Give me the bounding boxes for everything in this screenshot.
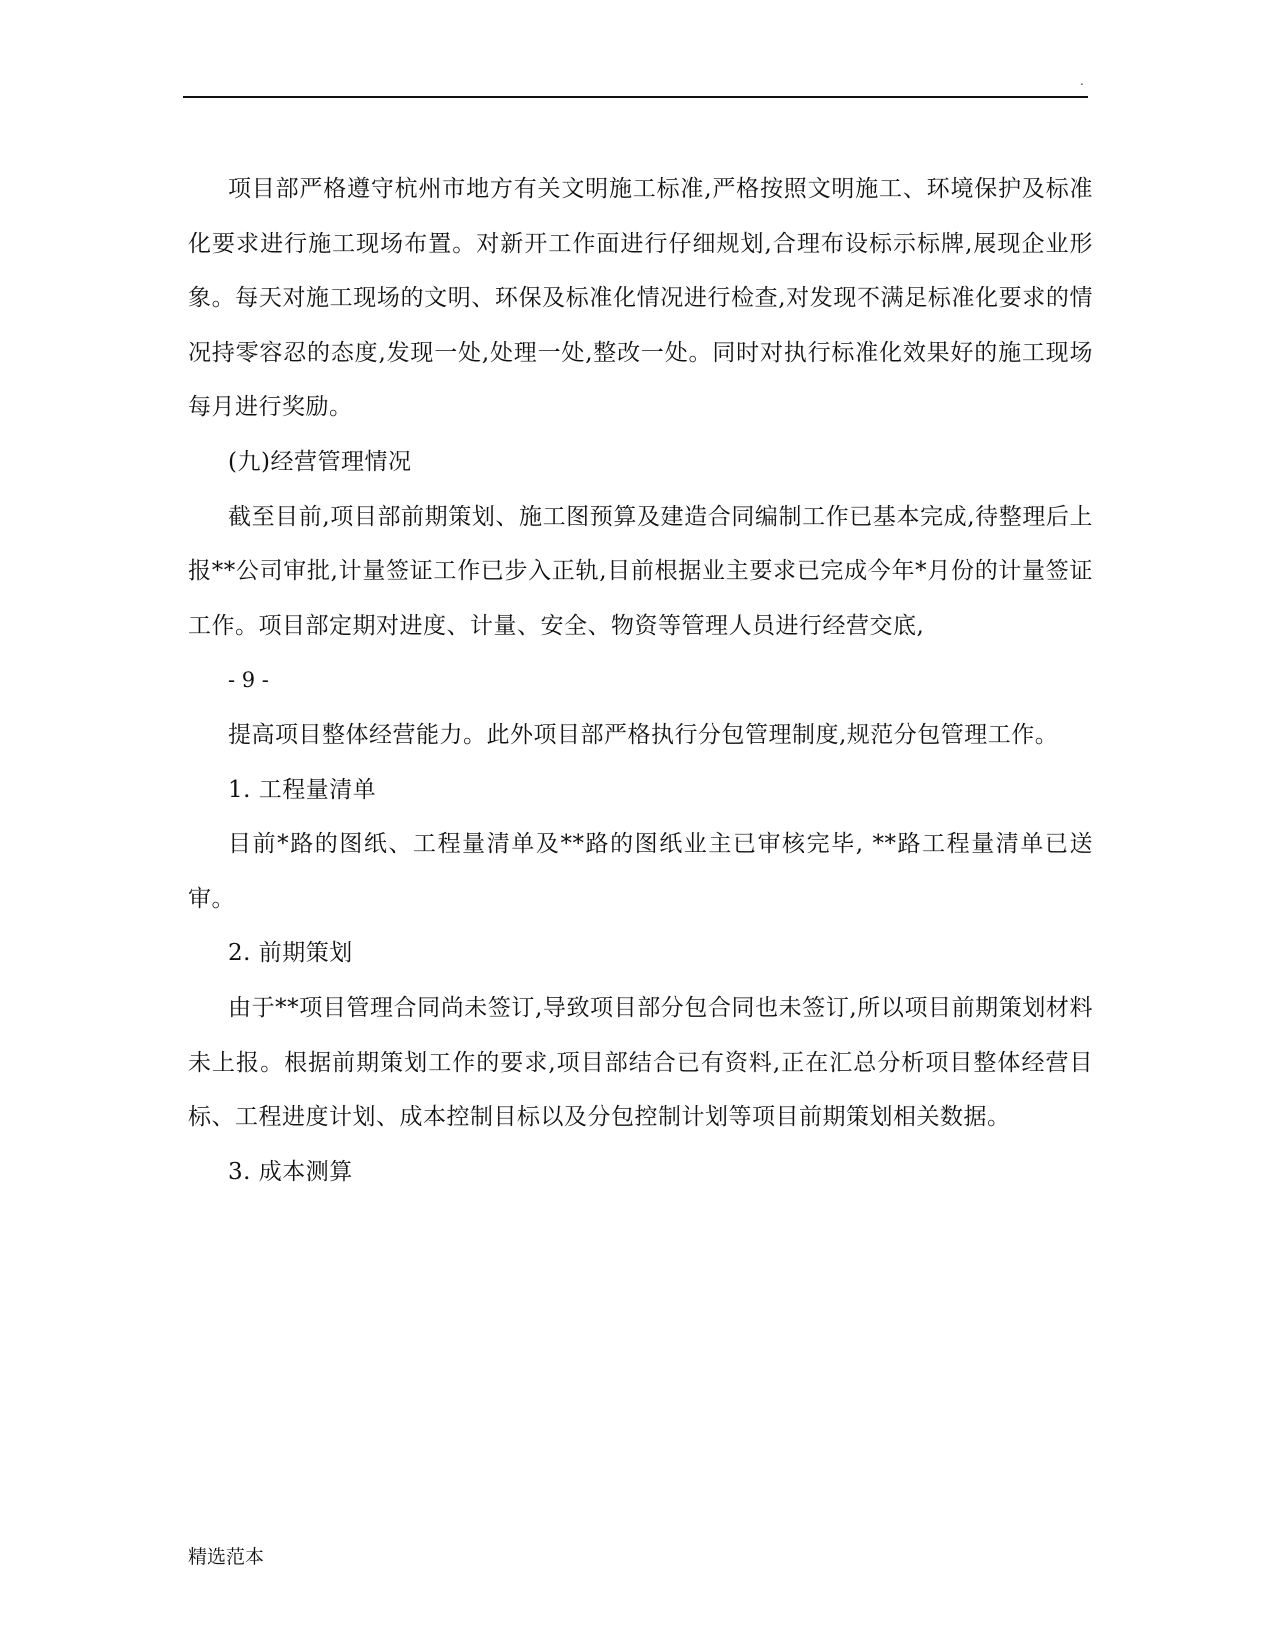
subheading-bill-of-quantities: 1. 工程量清单 [228,776,377,803]
section-heading-business-management: (九)经营管理情况 [228,448,412,475]
document-body [188,162,1093,1199]
page-number: - 9 - [228,668,269,693]
paragraph-civilized-construction: 项目部严格遵守杭州市地方有关文明施工标准,严格按照文明施工、环境保护及标准化要求进行施工现场布置。对新开工作面进行仔细规划,合理布设标示标牌,展现企业形象。每天对施工现场的文明、环保及标准化情况进行检查,对发现不满足标准化要求的情况持零容忍的态度,发现一处,处理一处,整改一处。同时对执行标准化效果好的施工现场每月进行奖励。 [188,176,1093,421]
footer-label: 精选范本 [188,1546,265,1568]
paragraph-bill-of-quantities: 目前*路的图纸、工程量清单及**路的图纸业主已审核完毕, **路工程量清单已送审。 [188,831,1093,912]
subheading-preliminary-planning: 2. 前期策划 [228,940,353,967]
paragraph-subcontract-management: 提高项目整体经营能力。此外项目部严格执行分包管理制度,规范分包管理工作。 [228,721,1059,748]
header-mark: . [1080,74,1084,88]
paragraph-business-status: 截至目前,项目部前期策划、施工图预算及建造合同编制工作已基本完成,待整理后上报**公司审批,计量签证工作已步入正轨,目前根据业主要求已完成今年*月份的计量签证工作。项目部定期对进度、计量、安全、物资等管理人员进行经营交底, [188,503,1093,639]
subheading-cost-estimation: 3. 成本测算 [228,1158,353,1185]
header-rule [183,96,1088,98]
paragraph-preliminary-planning: 由于**项目管理合同尚未签订,导致项目部分包合同也未签订,所以项目前期策划材料未上报。根据前期策划工作的要求,项目部结合已有资料,正在汇总分析项目整体经营目标、工程进度计划、成本控制目标以及分包控制计划等项目前期策划相关数据。 [188,994,1093,1131]
